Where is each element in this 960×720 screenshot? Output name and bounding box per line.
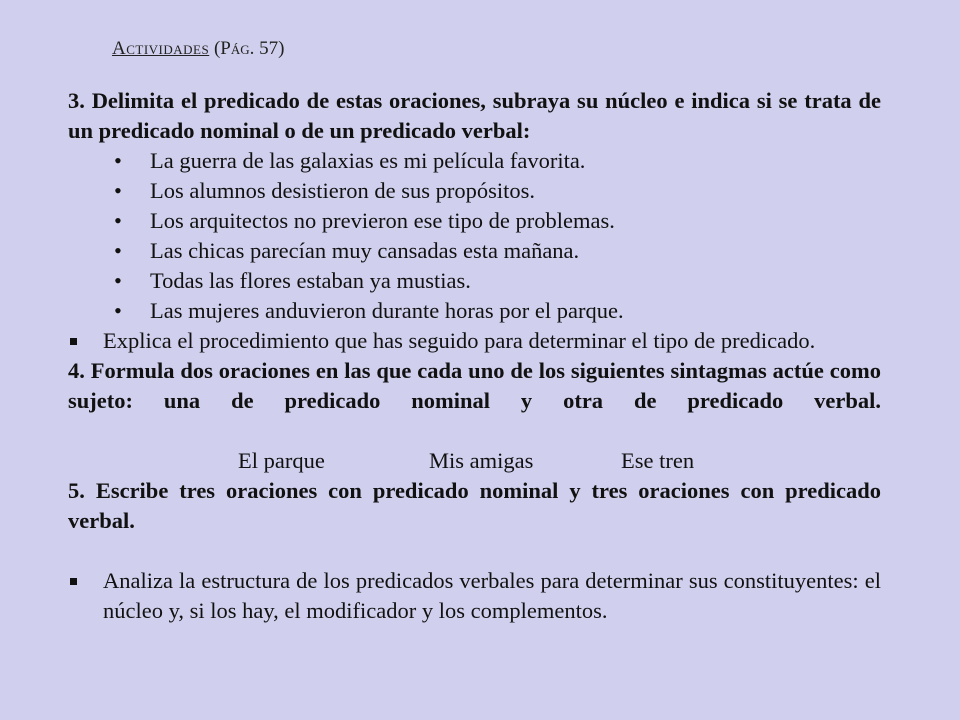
bullet-icon: • <box>114 148 122 173</box>
title-page-ref: (Pág. 57) <box>213 38 285 59</box>
bullet-icon: • <box>114 208 122 233</box>
question-5: 5. Escribe tres oraciones con predicado nominal y tres oraciones con predicado verbal. <box>68 478 881 533</box>
square-bullet-icon <box>70 578 77 585</box>
slide-title <box>112 38 284 60</box>
sentence-item <box>68 236 881 266</box>
sentence-item <box>68 176 881 206</box>
title-label: Actividades <box>112 38 210 59</box>
sentence-text: Las mujeres anduvieron durante horas por el parque. <box>150 298 624 323</box>
activities-content <box>68 86 881 626</box>
q3-task <box>68 326 881 356</box>
sentence-text: Los alumnos desistieron de sus propósitos. <box>150 178 535 203</box>
bullet-icon: • <box>114 178 122 203</box>
sentence-list <box>68 146 881 326</box>
q3-task-text: Explica el procedimiento que has seguido para determinar el tipo de predicado. <box>103 328 816 353</box>
phrase: Ese tren <box>621 448 695 473</box>
sentence-text: Los arquitectos no previeron ese tipo de problemas. <box>150 208 615 233</box>
q5-task <box>68 566 881 626</box>
phrase: Mis amigas <box>429 448 534 473</box>
sentence-text: Todas las flores estaban ya mustias. <box>150 268 471 293</box>
bullet-icon: • <box>114 238 122 263</box>
sentence-text: La guerra de las galaxias es mi película favorita. <box>150 148 586 173</box>
phrase: El parque <box>238 448 325 473</box>
question-3: 3. Delimita el predicado de estas oraciones, subraya su núcleo e indica si se trata de un predicado nominal o de un predicado verbal: <box>68 88 881 143</box>
subject-phrases <box>68 446 881 476</box>
bullet-icon: • <box>114 298 122 323</box>
sentence-item <box>68 146 881 176</box>
sentence-item <box>68 206 881 236</box>
bullet-icon: • <box>114 268 122 293</box>
question-4: 4. Formula dos oraciones en las que cada uno de los siguientes sintagmas actúe como sujeto: una de predicado nominal y otra de predicado verbal. <box>68 358 881 413</box>
sentence-text: Las chicas parecían muy cansadas esta mañana. <box>150 238 580 263</box>
sentence-item <box>68 266 881 296</box>
q5-task-text: Analiza la estructura de los predicados verbales para determinar sus constituyentes: el núcleo y, si los hay, el modificador y los complementos. <box>103 568 881 623</box>
square-bullet-icon <box>70 338 77 345</box>
sentence-item <box>68 296 881 326</box>
